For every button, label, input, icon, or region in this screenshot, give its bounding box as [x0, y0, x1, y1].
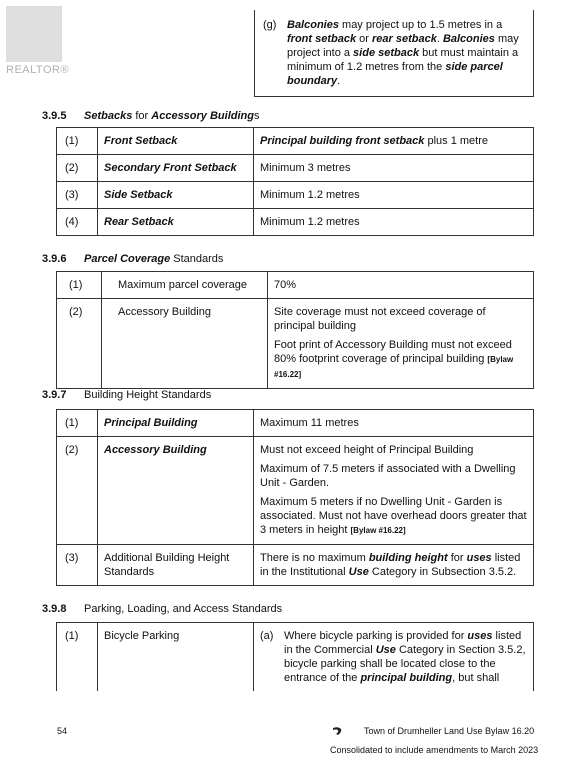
table-row: (1) Front Setback Principal building front setback plus 1 metre: [57, 128, 534, 155]
table-row: (3) Side Setback Minimum 1.2 metres: [57, 182, 534, 209]
section-3-9-7-heading: 3.9.7 Building Height Standards: [42, 389, 212, 401]
drumheller-logo-icon: [332, 726, 344, 736]
watermark-text: REALTOR®: [6, 64, 70, 76]
table-row: (4) Rear Setback Minimum 1.2 metres: [57, 209, 534, 236]
table-row: (1) Bicycle Parking (a) Where bicycle parking is provided for uses listed in the Commercial Use Category in Section 3.5.2, bicycle parking shall be located close to the entrance of the principal building, but shall: [57, 623, 534, 692]
table-row: (2) Accessory Building Must not exceed height of Principal Building Maximum of 7.5 meters if associated with a Dwelling Unit - Garden. Maximum 5 meters if no Dwelling Unit - Garden is associated. Must not have overhead doors greater that 3 meters in height [Bylaw #16.22]: [57, 437, 534, 545]
table-row: (3) Additional Building Height Standards There is no maximum building height for uses listed in the Institutional Use Category in Subsection 3.5.2.: [57, 545, 534, 586]
section-3-9-5-heading: 3.9.5 Setbacks for Accessory Buildings: [42, 110, 260, 122]
page-number: 54: [57, 726, 68, 736]
realtor-logo-icon: [6, 6, 62, 62]
realtor-watermark: [0, 0, 70, 78]
parcel-coverage-table: [56, 271, 534, 389]
balconies-table: [254, 10, 534, 97]
balconies-label: (g): [263, 19, 277, 31]
balconies-cell: [255, 10, 534, 97]
table-row: (1) Principal Building Maximum 11 metres: [57, 410, 534, 437]
setbacks-table: [56, 127, 534, 236]
footer-title: Town of Drumheller Land Use Bylaw 16.20: [332, 726, 534, 736]
balconies-text: Balconies may project up to 1.5 metres in a front setback or rear setback. Balconies may project into a side setback but must maintain a minimum of 1.2 metres from the side parcel boundary.: [287, 19, 519, 87]
table-row: (2) Secondary Front Setback Minimum 3 metres: [57, 155, 534, 182]
section-3-9-6-heading: 3.9.6 Parcel Coverage Standards: [42, 253, 224, 265]
table-row: (1) Maximum parcel coverage 70%: [57, 272, 534, 299]
section-3-9-8-heading: 3.9.8 Parking, Loading, and Access Standards: [42, 603, 283, 615]
table-row: (2) Accessory Building Site coverage must not exceed coverage of principal building Foot print of Accessory Building must not exceed 80% footprint coverage of principal building [Bylaw #16.22]: [57, 299, 534, 389]
parking-table: [56, 622, 534, 691]
footer-consolidated: Consolidated to include amendments to March 2023: [330, 745, 539, 755]
building-height-table: [56, 409, 534, 586]
